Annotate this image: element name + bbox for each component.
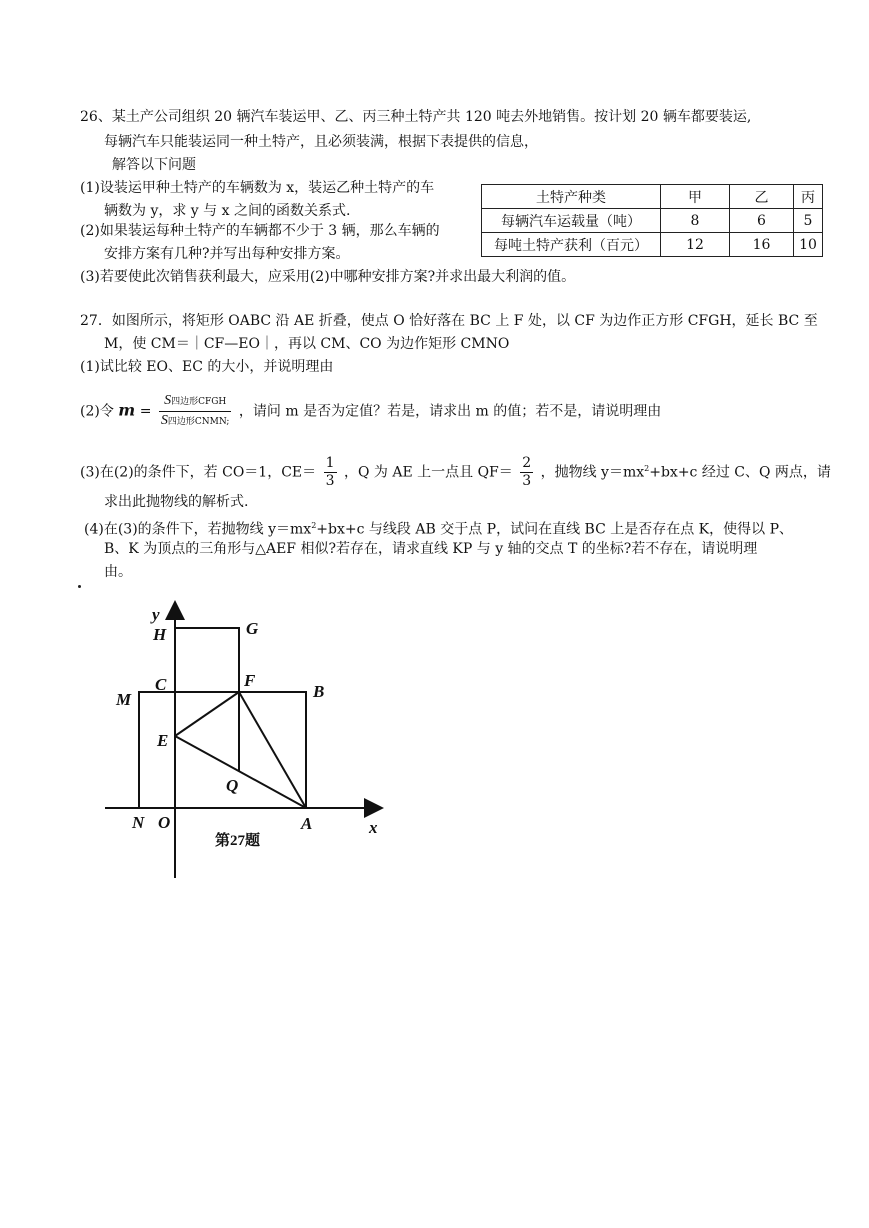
q26-part1-a: (1)设装运甲种土特产的车辆数为 x，装运乙种土特产的车	[80, 180, 435, 196]
label-f: F	[244, 671, 256, 690]
label-y: y	[152, 605, 160, 624]
q27-line1: 27．如图所示，将矩形 OABC 沿 AE 折叠，使点 O 恰好落在 BC 上 F 处，以 CF 为边作正方形 CFGH，延长 BC 至	[80, 313, 818, 329]
q26-line3: 解答以下问题	[112, 157, 196, 173]
qf-fraction: $\frac{2}{3}$	[522, 455, 532, 490]
q27-part2	[80, 392, 661, 431]
q27-part4-line2: B、K 为顶点的三角形与△AEF 相似?若存在，请求直线 KP 与 y 轴的交点 T 的坐标?若不存在，请说明理	[104, 541, 758, 557]
stray-dot	[78, 585, 81, 588]
table-row	[482, 209, 823, 233]
q26-line1: 26、某土产公司组织 20 辆汽车装运甲、乙、丙三种土特产共 120 吨去外地销售。按计划 20 辆车都要装运,	[80, 109, 752, 125]
q27-part3-line2: 求出此抛物线的解析式.	[104, 494, 249, 510]
q26-part3: (3)若要使此次销售获利最大，应采用(2)中哪种安排方案?并求出最大利润的值。	[80, 269, 576, 285]
label-q: Q	[226, 776, 239, 795]
table-cell: 12	[661, 233, 730, 257]
q27-part3-text: (3)在(2)的条件下，若 CO＝1，CE＝	[80, 464, 317, 481]
table-cell: 16	[730, 233, 794, 257]
figure-caption: 第27题	[215, 833, 261, 849]
q27-part4-text: (4)在(3)的条件下，若抛物线 y＝mx	[84, 521, 312, 538]
table-header-cell: 甲	[661, 185, 730, 209]
table-cell: 每辆汽车运载量（吨）	[482, 209, 661, 233]
m-symbol: m	[118, 400, 136, 420]
table-cell: 8	[661, 209, 730, 233]
q27-part1: (1)试比较 EO、EC 的大小，并说明理由	[80, 359, 334, 375]
q27-part4-text: +bx+c 与线段 AB 交于点 P，试问在直线 BC 上是否存在点 K，使得以 P、	[316, 521, 794, 538]
table-header-cell: 土特产种类	[482, 185, 661, 209]
table-cell: 10	[794, 233, 823, 257]
exponent: 2	[311, 521, 317, 530]
q26-line2: 每辆汽车只能装运同一种土特产，且必须装满，根据下表提供的信息，	[104, 134, 538, 150]
label-n: N	[132, 813, 145, 832]
label-e: E	[157, 731, 169, 750]
label-m: M	[116, 690, 132, 709]
square-cfgh	[175, 628, 239, 692]
table-row	[482, 185, 823, 209]
area-symbol: S	[164, 393, 172, 408]
table-row	[482, 233, 823, 257]
q27-part4-line3: 由。	[104, 564, 132, 580]
label-c: C	[155, 675, 167, 694]
q27-line2: M，使 CM＝｜CF—EO｜，再以 CM、CO 为边作矩形 CMNO	[104, 336, 510, 352]
table-cell: 6	[730, 209, 794, 233]
rectangle-cmno	[139, 692, 175, 808]
q27-part3-text: +bx+c 经过 C、Q 两点，请	[649, 464, 831, 481]
rectangle-oabc	[175, 692, 306, 808]
q27-part2-suffix: ，请问 m 是否为定值？若是，请求出 m 的值；若不是，请说明理由	[238, 403, 662, 420]
table-cell: 5	[794, 209, 823, 233]
label-o: O	[158, 813, 171, 832]
q27-part3-text: ，Q 为 AE 上一点且 QF＝	[343, 464, 513, 481]
table-cell: 每吨土特产获利（百元）	[482, 233, 661, 257]
label-a: A	[301, 814, 313, 833]
q26-part2-a: (2)如果装运每种土特产的车辆都不少于 3 辆，那么车辆的	[80, 223, 440, 239]
q27-part4	[84, 516, 793, 540]
label-h: H	[153, 625, 167, 644]
q26-table	[481, 184, 823, 257]
table-header-cell: 丙	[794, 185, 823, 209]
ce-fraction: $\frac{1}{3}$	[325, 455, 335, 490]
label-b: B	[313, 682, 325, 701]
area-subscript: 四边形CNMN;	[167, 417, 230, 427]
area-symbol: S	[160, 413, 168, 428]
geometry-figure	[100, 598, 400, 883]
q27-part3-text: ，抛物线 y＝mx	[540, 464, 645, 481]
segment-ef	[175, 692, 239, 736]
label-x: x	[369, 818, 378, 837]
q27-part2-prefix: (2)令	[80, 403, 114, 420]
table-header-cell: 乙	[730, 185, 794, 209]
area-ratio-fraction	[159, 392, 232, 431]
equals-sign: =	[139, 403, 152, 420]
q26-part2-b: 安排方案有几种?并写出每种安排方案。	[104, 246, 350, 262]
area-subscript: 四边形CFGH	[171, 397, 227, 407]
exponent: 2	[644, 464, 650, 473]
q27-part3	[80, 451, 831, 491]
q26-part1-b: 辆数为 y，求 y 与 x 之间的函数关系式.	[104, 203, 351, 219]
label-g: G	[246, 619, 259, 638]
